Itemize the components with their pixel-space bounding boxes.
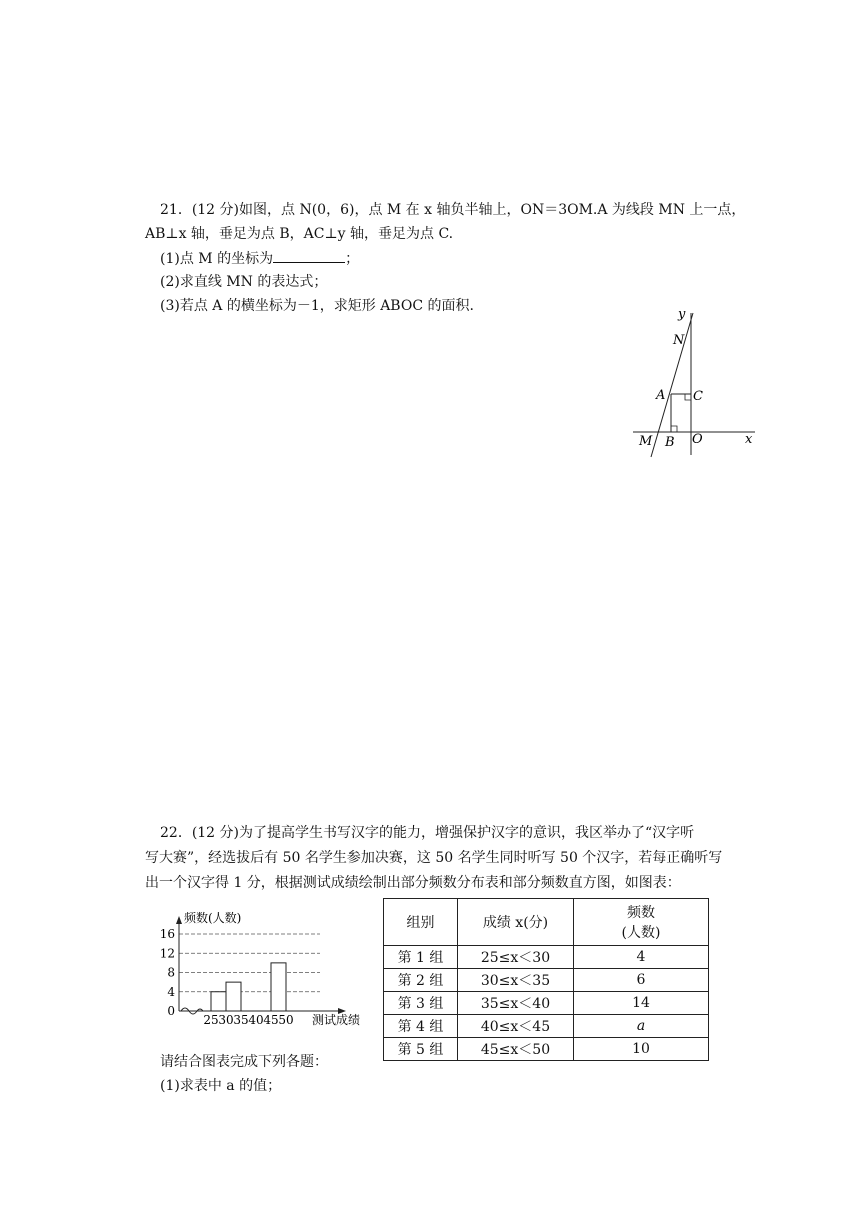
x-tick-label: 50	[278, 1013, 294, 1027]
y-axis-arrow	[176, 916, 182, 924]
table-header-row	[384, 899, 709, 946]
q21-part1-prefix: (1)点 M 的坐标为	[160, 251, 274, 267]
histogram-y-ticks	[160, 927, 176, 1018]
table-row	[384, 969, 709, 992]
label-a: A	[656, 388, 666, 403]
header-score: 成绩 x(分)	[458, 899, 574, 946]
cell-frequency: 10	[574, 1038, 709, 1061]
histogram-bar	[271, 963, 286, 1011]
label-m: M	[639, 434, 653, 449]
answer-blank	[273, 248, 345, 263]
cell-group: 第 1 组	[384, 946, 458, 969]
x-tick-label: 30	[218, 1013, 234, 1027]
table-row	[384, 1038, 709, 1061]
header-frequency-line1: 频数	[627, 905, 655, 921]
cell-group: 第 5 组	[384, 1038, 458, 1061]
right-angle-b-mark	[671, 426, 677, 432]
histogram-x-ticks	[203, 1013, 293, 1027]
label-x: x	[745, 432, 753, 447]
header-frequency-line2: (人数)	[621, 925, 661, 941]
q21-stem-line1: 21．(12 分)如图，点 N(0，6)，点 M 在 x 轴负半轴上，ON＝3OM.A 为线段 MN 上一点，	[160, 202, 746, 218]
cell-group: 第 2 组	[384, 969, 458, 992]
x-tick-label: 45	[263, 1013, 279, 1027]
histogram-bars	[211, 963, 286, 1011]
y-tick-label: 12	[159, 946, 175, 961]
cell-group: 第 3 组	[384, 992, 458, 1015]
histogram-bar	[211, 992, 226, 1011]
histogram-grid	[179, 934, 320, 992]
cell-frequency: 6	[574, 969, 709, 992]
y-tick-label: 16	[159, 927, 175, 941]
cell-frequency: a	[574, 1015, 709, 1038]
q22-stem-line2: 写大赛”，经选拔后有 50 名学生参加决赛，这 50 名学生同时听写 50 个汉字，若每正确听写	[145, 850, 723, 866]
frequency-histogram	[150, 908, 375, 1028]
histogram-axes	[176, 916, 346, 1014]
q21-part2: (2)求直线 MN 的表达式；	[160, 274, 328, 290]
q21-figure	[625, 305, 765, 460]
q22-stem-line3: 出一个汉字得 1 分，根据测试成绩绘制出部分频数分布表和部分频数直方图，如图表：	[145, 875, 681, 891]
table-row	[384, 1015, 709, 1038]
q21-part1-suffix: ；	[345, 251, 360, 267]
y-tick-label: 0	[167, 1004, 175, 1018]
right-angle-c-mark	[685, 394, 691, 400]
q21-part3: (3)若点 A 的横坐标为－1，求矩形 ABOC 的面积.	[160, 298, 474, 314]
histogram-bar	[226, 982, 241, 1011]
y-tick-label: 8	[167, 965, 175, 980]
cell-group: 第 4 组	[384, 1015, 458, 1038]
x-tick-label: 35	[233, 1013, 249, 1027]
label-c: C	[693, 389, 703, 404]
x-tick-label: 25	[203, 1013, 219, 1027]
cell-score: 30≤x＜35	[458, 969, 574, 992]
cell-score: 40≤x＜45	[458, 1015, 574, 1038]
q21-stem-line2: AB⊥x 轴，垂足为点 B，AC⊥y 轴，垂足为点 C.	[145, 226, 454, 242]
cell-score: 35≤x＜40	[458, 992, 574, 1015]
label-b: B	[665, 435, 675, 450]
q21-part1	[160, 248, 359, 269]
q22-stem-line1: 22．(12 分)为了提高学生书写汉字的能力，增强保护汉字的意识，我区举办了“汉字听	[160, 825, 695, 841]
cell-frequency: 14	[574, 992, 709, 1015]
label-o: O	[692, 432, 703, 447]
q22-intro: 请结合图表完成下列各题：	[160, 1054, 328, 1070]
header-frequency	[574, 899, 709, 946]
table-row	[384, 992, 709, 1015]
label-n: N	[673, 333, 685, 348]
cell-score: 25≤x＜30	[458, 946, 574, 969]
histogram-x-label: 测试成绩	[312, 1013, 361, 1027]
cell-frequency: 4	[574, 946, 709, 969]
y-tick-label: 4	[167, 984, 175, 999]
frequency-table	[383, 898, 709, 1061]
x-tick-label: 40	[248, 1013, 264, 1027]
q22-part1: (1)求表中 a 的值；	[160, 1078, 282, 1094]
table-row	[384, 946, 709, 969]
histogram-y-label: 频数(人数)	[184, 911, 242, 925]
header-group: 组别	[384, 899, 458, 946]
label-y: y	[678, 307, 686, 322]
cell-score: 45≤x＜50	[458, 1038, 574, 1061]
